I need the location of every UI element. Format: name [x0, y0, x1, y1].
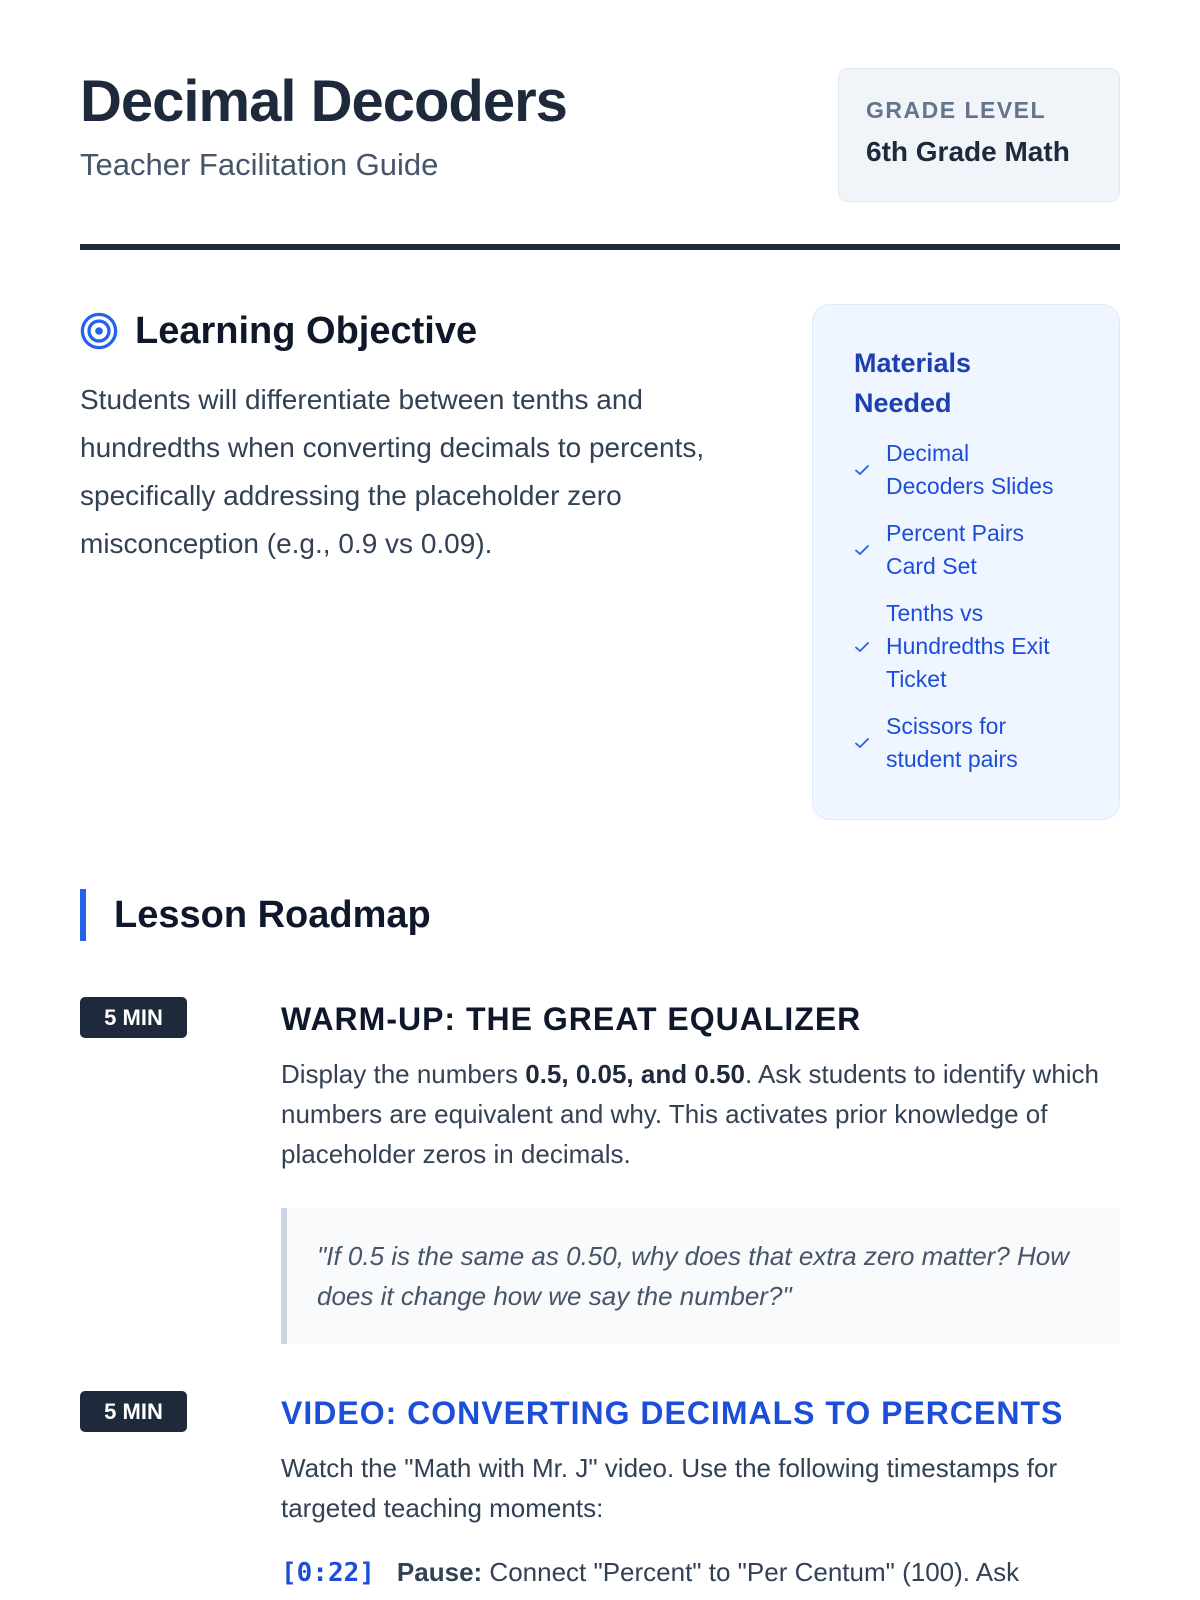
step-text-part: Display the numbers	[281, 1059, 526, 1089]
grade-level-card	[838, 68, 1120, 202]
checkmark-icon	[854, 544, 870, 556]
video-timestamp: [0:22]	[281, 1558, 375, 1588]
materials-list-item	[854, 517, 1099, 583]
checkmark-icon	[854, 737, 870, 749]
learning-objective-heading	[80, 304, 760, 358]
document-subtitle: Teacher Facilitation Guide	[80, 147, 439, 182]
timestamp-action-label: Pause:	[396, 1557, 483, 1587]
materials-list	[854, 437, 1099, 776]
materials-item-label: Scissors for student pairs	[886, 713, 1018, 772]
lesson-roadmap-heading	[80, 889, 431, 941]
grade-level-label: GRADE LEVEL	[866, 97, 1047, 123]
checkmark-icon	[854, 464, 870, 476]
timestamp-row	[281, 1552, 1120, 1593]
step-body	[281, 1391, 1120, 1593]
step-description	[281, 1054, 1120, 1174]
materials-list-item	[854, 710, 1099, 776]
time-badge: 5 MIN	[80, 1391, 187, 1432]
learning-objective-section	[80, 304, 760, 568]
step-description: Watch the "Math with Mr. J" video. Use the following timestamps for targeted teaching moments:	[281, 1453, 1058, 1523]
target-icon	[80, 312, 118, 350]
step-title: WARM-UP: THE GREAT EQUALIZER	[281, 1001, 862, 1037]
page-header	[80, 60, 1120, 250]
materials-item-label: Decimal Decoders Slides	[886, 440, 1054, 499]
step-title: VIDEO: CONVERTING DECIMALS TO PERCENTS	[281, 1395, 1064, 1431]
learning-objective-text: Students will differentiate between tenths and hundredths when converting decimals to percents, specifically addressing the placeholder zero misconception (e.g., 0.9 vs 0.09).	[80, 384, 705, 559]
lesson-roadmap-title: Lesson Roadmap	[114, 893, 431, 936]
step-text-emphasis: 0.5, 0.05, and 0.50	[525, 1059, 745, 1089]
materials-needed-card	[812, 304, 1120, 820]
materials-item-label: Percent Pairs Card Set	[886, 520, 1025, 579]
step-body	[281, 997, 1120, 1344]
checkmark-icon	[854, 641, 870, 653]
materials-list-item	[854, 437, 1099, 503]
learning-objective-title: Learning Objective	[135, 309, 478, 352]
timestamp-note: Connect "Percent" to "Per Centum" (100). Ask	[482, 1557, 1020, 1587]
grade-level-value: 6th Grade Math	[866, 136, 1070, 167]
discussion-prompt-quote: "If 0.5 is the same as 0.50, why does that extra zero matter? How does it change how we say the number?"	[281, 1208, 1120, 1344]
materials-list-item	[854, 597, 1099, 696]
time-badge: 5 MIN	[80, 997, 187, 1038]
materials-needed-title: Materials Needed	[854, 348, 972, 418]
document-title: Decimal Decoders	[80, 69, 567, 134]
step-text-part: . Ask students to identify which numbers are equivalent and why. This activates prior knowledge of placeholder zeros in decimals.	[281, 1059, 1100, 1169]
materials-item-label: Tenths vs Hundredths Exit Ticket	[886, 600, 1050, 692]
header-divider	[80, 244, 1120, 250]
